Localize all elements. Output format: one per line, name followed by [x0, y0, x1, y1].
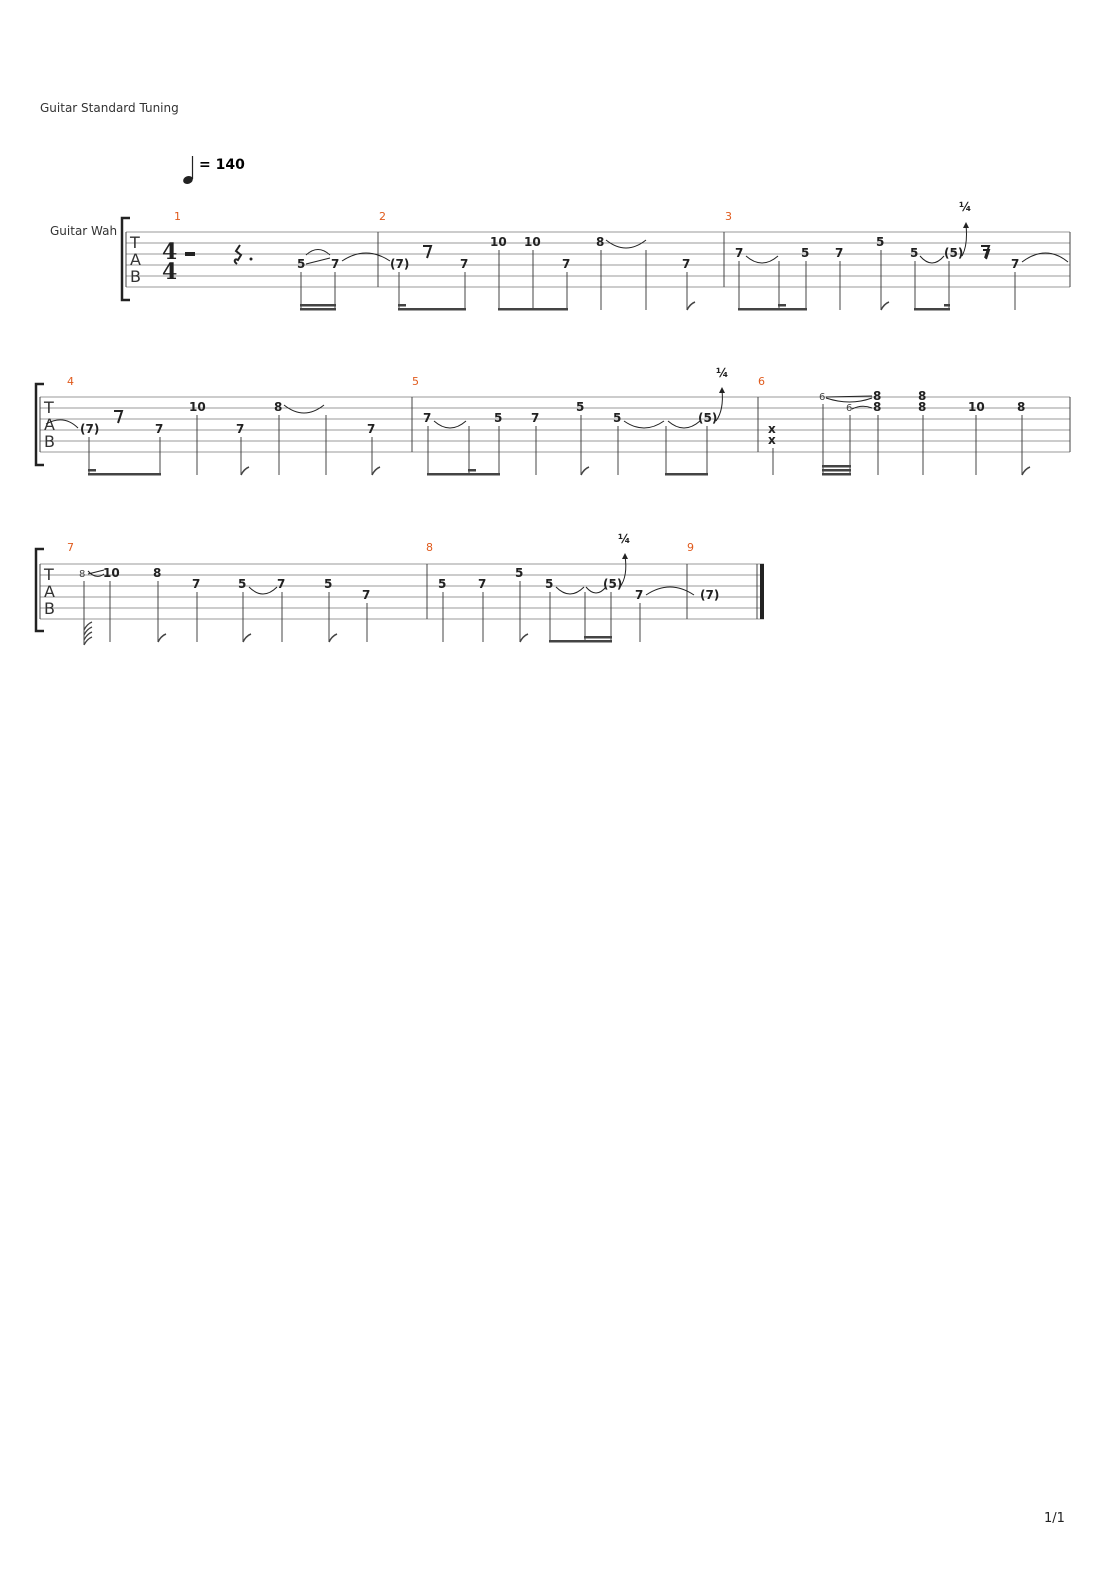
fret-number: 8: [918, 400, 927, 414]
beam: [398, 304, 406, 307]
vibrato-mark: [596, 189, 706, 192]
fret-number: 5: [438, 577, 447, 591]
fret-number: 7: [682, 257, 691, 271]
tab-letter-b: B: [130, 267, 141, 286]
fret-number: 8: [153, 566, 162, 580]
tab-letter-t: T: [44, 565, 54, 584]
fret-number: 7: [362, 588, 371, 602]
time-signature: [162, 239, 177, 285]
note-stems: [89, 415, 372, 475]
beam: [584, 636, 612, 639]
barlines: [40, 564, 757, 619]
half-rest: [185, 252, 195, 256]
fret-number: 5: [515, 566, 524, 580]
tie-arc: [434, 421, 466, 428]
fret-number: 7: [236, 422, 245, 436]
tab-letter-b: B: [44, 432, 55, 451]
beam: [914, 308, 950, 311]
grace-fret-number: 8: [79, 569, 86, 580]
fret-number: 8: [918, 389, 927, 403]
note-flag: [881, 302, 889, 310]
fret-number: (7): [700, 588, 720, 602]
tab-letter-a: A: [44, 582, 55, 601]
tie-arc: [556, 587, 584, 594]
tuning-label: Guitar Standard Tuning: [40, 101, 179, 115]
tab-letter-t: T: [130, 233, 140, 252]
note-stems: [773, 404, 1022, 475]
note-flag: [241, 467, 380, 475]
fret-number: 7: [277, 577, 286, 591]
slide-line: [306, 258, 330, 264]
sixteenth-rest: [981, 246, 989, 259]
fret-number: 7: [835, 246, 844, 260]
bar-number: 6: [758, 375, 765, 388]
fret-number: 5: [910, 246, 919, 260]
vibrato-mark: [872, 355, 982, 358]
fret-number: 8: [274, 400, 283, 414]
vibrato-mark: [272, 355, 382, 358]
fret-number: 8: [873, 389, 882, 403]
beam: [88, 473, 161, 476]
fret-number: 7: [367, 422, 376, 436]
fret-number: (5): [944, 246, 964, 260]
beam: [944, 304, 950, 307]
note-flag: [84, 622, 92, 645]
beam: [398, 308, 466, 311]
beam: [300, 308, 336, 311]
slide-line: [88, 570, 104, 574]
fret-number: 7: [1011, 257, 1020, 271]
beam: [665, 473, 708, 476]
bar-number: 3: [725, 210, 732, 223]
bar-number: 1: [174, 210, 181, 223]
fret-number: 5: [576, 400, 585, 414]
bend-label: ¼: [618, 532, 631, 546]
fret-number: 5: [876, 235, 885, 249]
tie-arc: [746, 256, 778, 263]
system-1: [50, 200, 1070, 311]
fret-number: 7: [331, 257, 340, 271]
tab-letter-a: A: [130, 250, 141, 269]
system-2: [36, 366, 1070, 476]
tie-arc: [624, 421, 664, 428]
fret-number: (7): [80, 422, 100, 436]
tie-arc: [606, 240, 646, 248]
tempo-marking: [182, 156, 245, 185]
grace-fret-number: 6: [846, 403, 853, 414]
beam: [468, 469, 476, 472]
fret-number: 10: [490, 235, 507, 249]
fret-number: 7: [735, 246, 744, 260]
beam: [300, 304, 336, 307]
bend-arrow-icon: [719, 387, 725, 393]
grace-fret-number: 6: [819, 392, 826, 403]
beam: [738, 308, 807, 311]
instrument-name: Guitar Wah: [50, 224, 118, 238]
bend-label: ¼: [959, 200, 972, 214]
tab-letter-a: A: [44, 415, 55, 434]
beam: [549, 640, 612, 643]
note-flag: [581, 467, 589, 475]
fret-number: 7: [531, 411, 540, 425]
time-signature-bottom: 4: [162, 259, 178, 285]
bar-number: 4: [67, 375, 74, 388]
bar-number: 2: [379, 210, 386, 223]
note-flag: [687, 302, 695, 310]
note-stems: [739, 250, 1015, 310]
tie-arc: [826, 398, 872, 402]
system-3: [36, 532, 764, 645]
fret-number: 10: [103, 566, 120, 580]
tie-arc: [284, 405, 324, 413]
eighth-rest: [114, 411, 122, 423]
final-barline: [760, 564, 764, 619]
fret-number: 5: [613, 411, 622, 425]
fret-number: (7): [390, 257, 410, 271]
note-flag: [1022, 467, 1030, 475]
fret-number: (5): [698, 411, 718, 425]
fret-number: 10: [189, 400, 206, 414]
tie-arc: [920, 256, 944, 263]
fret-number: (5): [603, 577, 623, 591]
beam: [427, 473, 500, 476]
bar-number: 8: [426, 541, 433, 554]
bar-number: 7: [67, 541, 74, 554]
vibrato-mark: [612, 355, 722, 358]
dead-note: x: [768, 433, 776, 447]
tab-letter-b: B: [44, 599, 55, 618]
beam: [778, 304, 786, 307]
bend-label: ¼: [716, 366, 729, 380]
note-flag: [158, 634, 337, 642]
fret-number: 7: [478, 577, 487, 591]
note-stems: [399, 250, 687, 310]
vibrato-mark: [634, 521, 744, 524]
bend-arrow-icon: [622, 553, 628, 559]
tab-letter-t: T: [44, 398, 54, 417]
fret-number: 8: [873, 400, 882, 414]
fret-number: 7: [192, 577, 201, 591]
vibrato-mark: [1012, 189, 1110, 192]
fret-number: 7: [155, 422, 164, 436]
eighth-rest: [423, 246, 431, 258]
fret-number: 8: [596, 235, 605, 249]
time-signature-top: 4: [162, 239, 178, 265]
fret-number: 5: [494, 411, 503, 425]
fret-number: 7: [460, 257, 469, 271]
beam: [88, 469, 96, 472]
fret-number: 7: [562, 257, 571, 271]
bar-number: 9: [687, 541, 694, 554]
beam: [822, 469, 851, 472]
vibrato-mark: [77, 355, 187, 358]
bar-number: 5: [412, 375, 419, 388]
tab-staff: [40, 564, 764, 619]
note-stems: [428, 415, 707, 475]
fret-number: 5: [801, 246, 810, 260]
fret-number: 8: [1017, 400, 1026, 414]
beam: [822, 465, 851, 468]
note-flag: [520, 634, 528, 642]
tie-arc: [668, 421, 700, 428]
fret-number: 5: [324, 577, 333, 591]
fret-number: 10: [968, 400, 985, 414]
dead-note: x: [768, 422, 776, 436]
tempo-value: = 140: [199, 157, 245, 173]
rest-dot: [250, 258, 253, 261]
fret-number: 5: [238, 577, 247, 591]
bend-arrow-icon: [963, 222, 969, 228]
tie-arc: [249, 587, 277, 594]
vibrato-markings: [77, 189, 1110, 524]
fret-number: 5: [545, 577, 554, 591]
quarter-note-icon: [182, 156, 194, 185]
page-number: 1/1: [1044, 1511, 1065, 1526]
fret-number: 7: [635, 588, 644, 602]
fret-number: 10: [524, 235, 541, 249]
beam: [498, 308, 568, 311]
fret-number: 5: [297, 257, 306, 271]
fret-number: 7: [423, 411, 432, 425]
beam: [822, 473, 851, 476]
